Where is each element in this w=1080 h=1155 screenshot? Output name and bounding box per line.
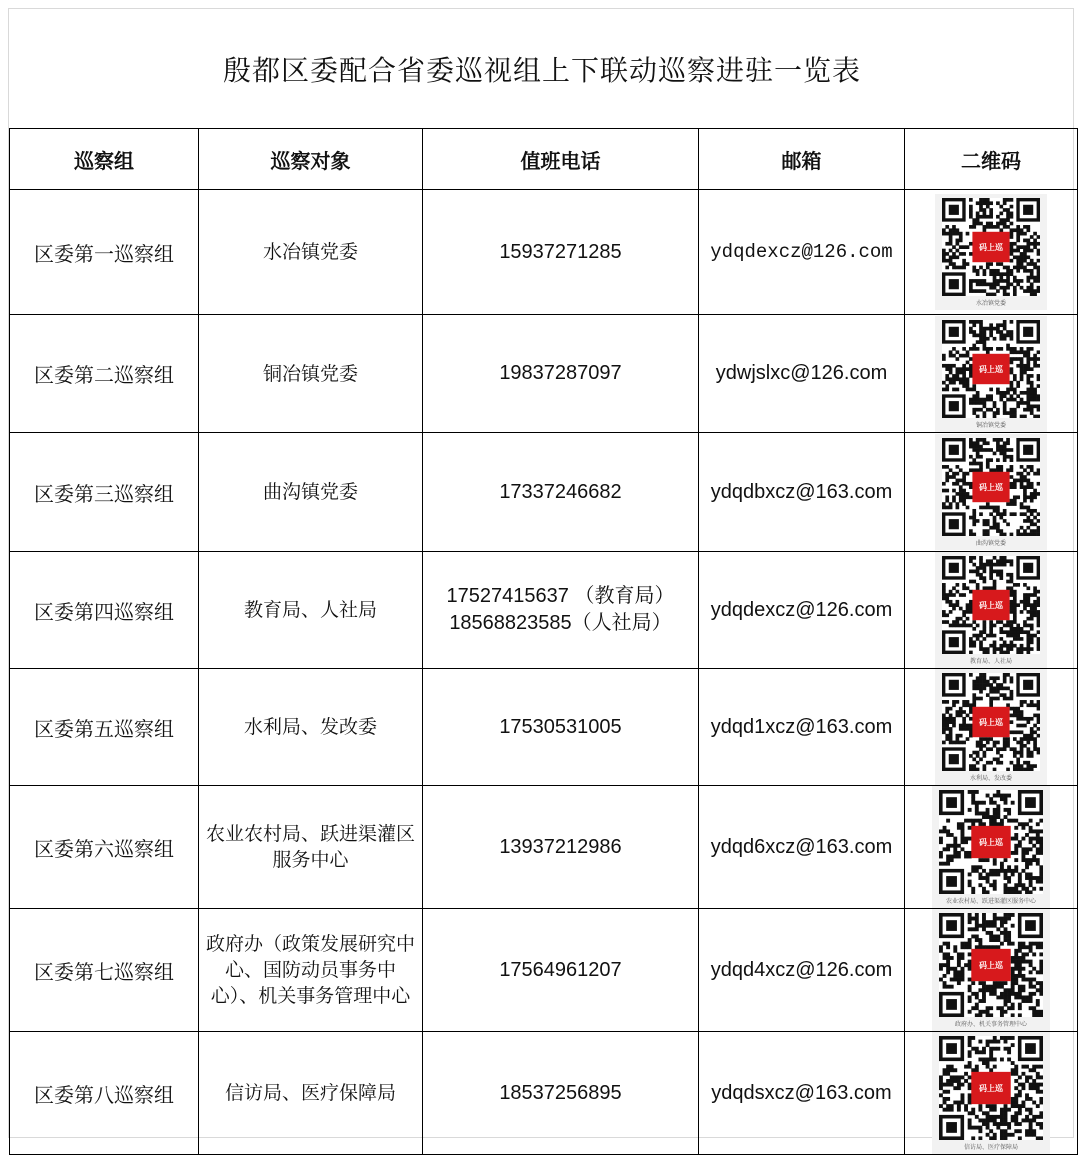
cell-target: 农业农村局、跃进渠灌区服务中心 — [199, 786, 423, 909]
qr-caption: 水冶镇党委 — [975, 300, 1006, 307]
cell-group: 区委第二巡察组 — [10, 315, 199, 433]
cell-phone — [423, 315, 699, 433]
cell-phone — [423, 1032, 699, 1155]
cell-target: 信访局、医疗保障局 — [199, 1032, 423, 1155]
cell-phone — [423, 786, 699, 909]
cell-qr — [905, 786, 1078, 909]
qr-code-image — [942, 673, 1040, 771]
cell-qr — [905, 190, 1078, 315]
cell-email[interactable]: ydqdbxcz@163.com — [699, 433, 905, 552]
phone-number[interactable]: 17527415637 （教育局） — [446, 585, 675, 607]
cell-group: 区委第五巡察组 — [10, 669, 199, 786]
cell-email[interactable]: ydqd4xcz@126.com — [699, 909, 905, 1032]
qr-caption: 教育局、人社局 — [969, 658, 1012, 665]
qr-caption: 水利局、发改委 — [969, 775, 1012, 782]
table-row — [10, 552, 1078, 669]
cell-group: 区委第四巡察组 — [10, 552, 199, 669]
cell-target: 水利局、发改委 — [199, 669, 423, 786]
qr-code-image — [942, 438, 1040, 536]
qr-badge-label: 码上巡 — [979, 1084, 1003, 1093]
cell-email[interactable]: ydqdexcz@126.com — [699, 552, 905, 669]
cell-target: 水冶镇党委 — [199, 190, 423, 315]
qr-code-icon[interactable] — [935, 316, 1047, 432]
qr-code-icon[interactable] — [935, 434, 1047, 550]
qr-code-image — [942, 556, 1040, 654]
cell-phone — [423, 552, 699, 669]
table-row — [10, 909, 1078, 1032]
header-group: 巡察组 — [10, 129, 199, 190]
table-row — [10, 1032, 1078, 1155]
page-title: 殷都区委配合省委巡视组上下联动巡察进驻一览表 — [222, 53, 861, 87]
cell-qr — [905, 552, 1078, 669]
table-row — [10, 786, 1078, 909]
header-phone: 值班电话 — [423, 129, 699, 190]
qr-code-icon[interactable] — [932, 1032, 1050, 1154]
qr-code-icon[interactable] — [935, 669, 1047, 785]
phone-number[interactable]: 18568823585（人社局） — [449, 612, 672, 634]
qr-code-icon[interactable] — [932, 909, 1050, 1031]
qr-badge-label: 码上巡 — [979, 483, 1003, 492]
qr-badge-label: 码上巡 — [979, 364, 1003, 374]
cell-group: 区委第六巡察组 — [10, 786, 199, 909]
phone-number[interactable]: 17530531005 — [499, 715, 622, 738]
cell-email[interactable]: ydqdexcz@126.com — [699, 190, 905, 315]
inspection-table — [9, 128, 1078, 1155]
qr-caption: 信访局、医疗保障局 — [963, 1144, 1018, 1151]
qr-caption: 曲沟镇党委 — [975, 540, 1006, 547]
header-target: 巡察对象 — [199, 129, 423, 190]
qr-code-icon[interactable] — [932, 786, 1050, 908]
qr-code-image — [939, 790, 1043, 894]
qr-badge-label: 码上巡 — [979, 961, 1003, 970]
cell-group: 区委第七巡察组 — [10, 909, 199, 1032]
qr-badge-label: 码上巡 — [979, 601, 1003, 610]
cell-email[interactable]: ydqd6xcz@163.com — [699, 786, 905, 909]
qr-badge-label: 码上巡 — [979, 243, 1003, 252]
table-row — [10, 669, 1078, 786]
header-email: 邮箱 — [699, 129, 905, 190]
qr-code-icon[interactable] — [935, 552, 1047, 668]
cell-group: 区委第八巡察组 — [10, 1032, 199, 1155]
qr-code-image — [942, 198, 1040, 296]
cell-phone — [423, 669, 699, 786]
phone-number[interactable]: 19837287097 — [499, 362, 622, 384]
phone-number[interactable]: 15937271285 — [499, 240, 622, 263]
cell-target: 铜冶镇党委 — [199, 315, 423, 433]
phone-number[interactable]: 17564961207 — [499, 958, 622, 981]
qr-badge-label: 码上巡 — [979, 838, 1003, 847]
cell-qr — [905, 669, 1078, 786]
qr-code-image — [942, 320, 1040, 418]
qr-caption: 农业农村局、跃进渠灌区服务中心 — [945, 898, 1036, 905]
cell-group: 区委第一巡察组 — [10, 190, 199, 315]
table-row — [10, 433, 1078, 552]
cell-email[interactable]: ydwjslxc@126.com — [699, 315, 905, 433]
phone-number[interactable]: 17337246682 — [499, 480, 622, 503]
qr-code-icon[interactable] — [935, 194, 1047, 310]
cell-qr — [905, 1032, 1078, 1155]
cell-target: 政府办（政策发展研究中心、国防动员事务中心）、机关事务管理中心 — [199, 909, 423, 1032]
cell-qr — [905, 909, 1078, 1032]
cell-email[interactable]: ydqdsxcz@163.com — [699, 1032, 905, 1155]
table-row — [10, 190, 1078, 315]
cell-target: 曲沟镇党委 — [199, 433, 423, 552]
cell-target: 教育局、人社局 — [199, 552, 423, 669]
qr-badge-label: 码上巡 — [979, 718, 1003, 727]
cell-phone — [423, 433, 699, 552]
qr-caption: 铜冶镇党委 — [975, 421, 1006, 429]
table-header-row — [10, 129, 1078, 190]
qr-code-image — [939, 1036, 1043, 1140]
cell-group: 区委第三巡察组 — [10, 433, 199, 552]
qr-caption: 政府办、机关事务管理中心 — [954, 1021, 1027, 1028]
cell-email[interactable]: ydqd1xcz@163.com — [699, 669, 905, 786]
cell-qr — [905, 433, 1078, 552]
qr-code-image — [939, 913, 1043, 1017]
cell-qr — [905, 315, 1078, 433]
cell-phone — [423, 190, 699, 315]
phone-number[interactable]: 18537256895 — [499, 1081, 622, 1104]
cell-phone — [423, 909, 699, 1032]
header-qr: 二维码 — [905, 129, 1078, 190]
document-sheet — [8, 8, 1074, 1151]
table-row — [10, 315, 1078, 433]
phone-number[interactable]: 13937212986 — [499, 835, 622, 858]
